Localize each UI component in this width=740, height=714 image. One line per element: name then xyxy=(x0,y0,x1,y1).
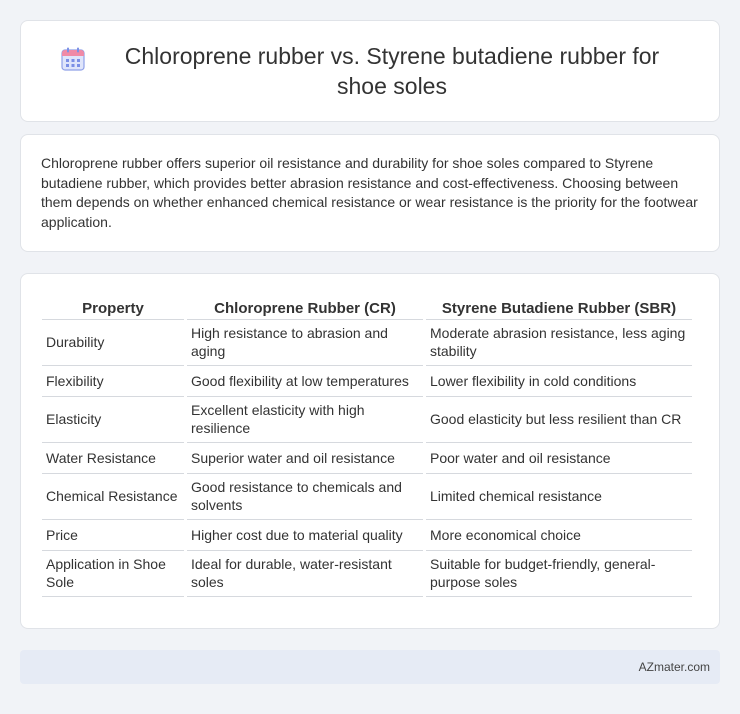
comparison-card xyxy=(20,273,720,629)
table-row xyxy=(42,443,692,474)
table-cell: Chemical Resistance xyxy=(42,474,184,520)
table-cell: Water Resistance xyxy=(42,443,184,474)
table-row xyxy=(42,366,692,397)
table-cell: Good resistance to chemicals and solvents xyxy=(187,474,423,520)
table-cell: Application in Shoe Sole xyxy=(42,551,184,597)
table-cell: Excellent elasticity with high resilience xyxy=(187,397,423,443)
table-header-row xyxy=(42,294,692,320)
table-cell: More economical choice xyxy=(426,520,692,551)
table-cell: Higher cost due to material quality xyxy=(187,520,423,551)
table-cell: Suitable for budget-friendly, general-purpose soles xyxy=(426,551,692,597)
table-row xyxy=(42,320,692,366)
table-cell: Price xyxy=(42,520,184,551)
table-cell: Durability xyxy=(42,320,184,366)
comparison-table xyxy=(39,294,695,597)
title-wrap xyxy=(60,41,680,101)
summary-text: Chloroprene rubber offers superior oil resistance and durability for shoe soles compared to Styrene butadiene rubber, which provides better abrasion resistance and cost-effectiveness. Choosing between them depends on whether enhanced chemical resistance or wear resistance is the priority for the footwear application. xyxy=(41,155,698,230)
summary-card xyxy=(20,134,720,252)
footer-brand[interactable]: AZmater.com xyxy=(638,660,710,674)
page-title: Chloroprene rubber vs. Styrene butadiene rubber for shoe soles xyxy=(124,43,660,99)
table-cell: Superior water and oil resistance xyxy=(187,443,423,474)
table-cell: Elasticity xyxy=(42,397,184,443)
table-cell: High resistance to abrasion and aging xyxy=(187,320,423,366)
footer xyxy=(20,650,720,684)
table-cell: Moderate abrasion resistance, less aging stability xyxy=(426,320,692,366)
table-cell: Good flexibility at low temperatures xyxy=(187,366,423,397)
table-cell: Limited chemical resistance xyxy=(426,474,692,520)
header-sbr: Styrene Butadiene Rubber (SBR) xyxy=(426,294,692,320)
table-cell: Ideal for durable, water-resistant soles xyxy=(187,551,423,597)
table-row xyxy=(42,474,692,520)
table-cell: Good elasticity but less resilient than CR xyxy=(426,397,692,443)
table-row xyxy=(42,551,692,597)
title-card xyxy=(20,20,720,122)
header-cr: Chloroprene Rubber (CR) xyxy=(187,294,423,320)
table-cell: Lower flexibility in cold conditions xyxy=(426,366,692,397)
table-cell: Flexibility xyxy=(42,366,184,397)
table-row xyxy=(42,520,692,551)
header-property: Property xyxy=(42,294,184,320)
table-row xyxy=(42,397,692,443)
table-cell: Poor water and oil resistance xyxy=(426,443,692,474)
calendar-icon xyxy=(60,46,86,72)
